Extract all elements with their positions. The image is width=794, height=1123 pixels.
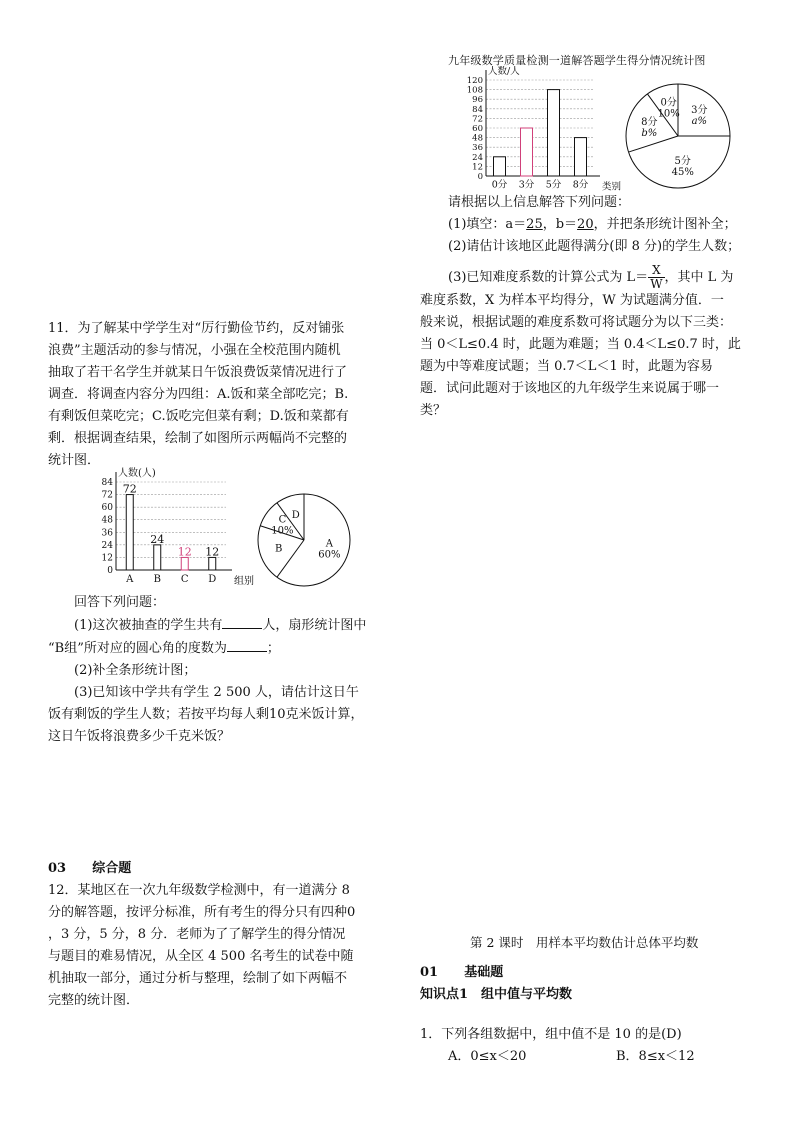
knowledge-point: 知识点1 组中值与平均数 (420, 987, 573, 1002)
q12-line: 分的解答题，按评分标准，所有考生的得分只有四种0 (48, 905, 356, 920)
q12-sub3-line: 题．试问此题对于该地区的九年级学生来说属于哪一 (420, 381, 720, 396)
q11-sub1-cont: “B组”所对应的圆心角的度数为 ； (48, 637, 388, 660)
pie-slice-label: 0分 10% (657, 97, 680, 120)
option-b: B．8≤x＜12 (616, 1049, 695, 1064)
tick-label: 24 (472, 152, 483, 163)
bar (181, 557, 188, 570)
q11-sub3-cont: 这日午饭将浪费多少千克米饭？ (48, 729, 231, 744)
q12-line: 12．某地区在一次九年级数学检测中，有一道满分 8 (48, 883, 350, 898)
q12-questions (420, 192, 760, 422)
tick-label: 60 (472, 124, 483, 134)
data-label: 24 (150, 532, 165, 546)
data-label: 12 (205, 545, 220, 559)
q12-intro (48, 880, 378, 1012)
fraction: $\frac{X}{W}$ (650, 263, 663, 291)
tick-label: 36 (101, 528, 113, 539)
bar (575, 138, 587, 176)
q11-line: 有剩饭但菜吃完；C.饭吃完但菜有剩；D.饭和菜都有 (48, 409, 349, 424)
q12-sub3-line: 难度系数，X 为样本平均得分，W 为试题满分值．一 (420, 293, 724, 308)
q11-line: 11．为了解某中学学生对“厉行勤俭节约，反对铺张 (48, 321, 345, 336)
q12-sub1: (1)填空：a＝25，b＝20，并把条形统计图补全； (448, 217, 737, 232)
q12-sub3-line: 题为中等难度试题；当 0.7＜L＜1 时，此题为容易 (420, 359, 713, 374)
section-number: 03 (48, 861, 67, 876)
answer-b: 20 (577, 217, 594, 232)
q12-sub3-line: 类？ (420, 403, 447, 418)
bar (521, 128, 533, 176)
data-label: 12 (177, 545, 192, 559)
tick-label: 120 (466, 76, 483, 86)
tick-label: 72 (472, 114, 483, 125)
category-label: 8分 (572, 179, 589, 191)
section-03-header (48, 858, 131, 880)
tick-label: 84 (101, 478, 113, 488)
pie-slice-label: 3分 a% (691, 105, 708, 128)
q12-sub3-line: 当 0＜L≤0.4 时，此题为难题；当 0.4＜L≤0.7 时，此 (420, 337, 741, 352)
y-axis-label: 人数/人 (488, 66, 520, 77)
bar (209, 557, 216, 570)
tick-label: 60 (101, 503, 113, 514)
pie-slice-label: 8分 b% (641, 117, 658, 140)
tick-label: 96 (472, 95, 483, 106)
q11-line: 浪费”主题活动的参与情况，小强在全校范围内随机 (48, 343, 341, 358)
tick-label: 48 (101, 515, 113, 526)
q11-intro (48, 318, 378, 472)
data-label: 72 (122, 482, 137, 496)
q11-sub1: (1)这次被抽查的学生共有 人，扇形统计图中 (48, 614, 388, 637)
bar (126, 495, 133, 570)
q11-sub3-cont: 饭有剩饭的学生人数；若按平均每人剩10克米饭计算， (48, 707, 364, 722)
q11-pie-chart (254, 490, 354, 590)
tick-label: 0 (107, 566, 113, 576)
x-axis-label: 组别 (234, 576, 254, 586)
tick-label: 84 (472, 104, 483, 115)
tick-label: 48 (472, 133, 483, 144)
answer-a: 25 (526, 217, 543, 232)
category-label: 5分 (545, 179, 562, 191)
y-axis-label: 人数(人) (118, 468, 156, 479)
bar (548, 90, 560, 176)
lesson-q1: 1．下列各组数据中，组中值不是 10 的是(D) (420, 1027, 682, 1042)
x-axis-label: 类别 (602, 181, 622, 193)
q12-chart-title: 九年级数学质量检测一道解答题学生得分情况统计图 (448, 54, 706, 67)
q11-line: 抽取了若干名学生并就某日午饭浪费饭菜情况进行了 (48, 365, 348, 380)
category-label: C (180, 574, 189, 585)
q12-pie-chart (622, 80, 734, 192)
category-label: B (153, 574, 161, 585)
category-label: 3分 (518, 179, 535, 191)
pie-slice-label: A 60% (318, 538, 341, 561)
section-title: 综合题 (92, 861, 132, 876)
pie-slice-label: D (291, 509, 300, 521)
option-a: A．0≤x＜20 (448, 1049, 527, 1064)
category-label: A (126, 574, 134, 585)
category-label: 0分 (491, 179, 508, 191)
q11-bar-chart (90, 466, 270, 586)
bar (494, 157, 506, 176)
tick-label: 72 (101, 490, 113, 501)
q12-line: 机抽取一部分，通过分析与整理，绘制了如下两幅不 (48, 971, 348, 986)
answer-prompt: 回答下列问题： (74, 595, 166, 610)
tick-label: 12 (101, 553, 113, 564)
q12-prompt: 请根据以上信息解答下列问题： (448, 195, 631, 210)
tick-label: 108 (466, 85, 483, 96)
q12-line: ，3 分，5 分，8 分．老师为了了解学生的得分情况 (48, 927, 346, 942)
lesson-section-header (420, 962, 503, 984)
pie-slice-label: 5分 45% (671, 156, 694, 179)
q12-sub2: (2)请估计该地区此题得满分(即 8 分)的学生人数； (448, 239, 741, 254)
q12-sub3-line: 般来说，根据试题的难度系数可将试题分为以下三类： (420, 315, 733, 330)
q12-bar-chart (446, 66, 626, 196)
category-label: D (208, 574, 217, 585)
pie-slice-label: C 10% (271, 514, 294, 537)
tick-label: 12 (472, 162, 483, 173)
pie-slice-label: B (274, 543, 283, 555)
tick-label: 36 (472, 143, 483, 154)
bar (154, 545, 161, 570)
answer-blank[interactable] (222, 614, 262, 629)
q11-line: 调查．将调查内容分为四组：A.饭和菜全部吃完；B. (48, 387, 349, 402)
tick-label: 0 (477, 172, 483, 182)
q11-line: 统计图． (48, 453, 101, 468)
tick-label: 24 (101, 540, 113, 551)
lesson-title: 第 2 课时 用样本平均数估计总体平均数 (470, 935, 699, 950)
q11-line: 剩．根据调查结果，绘制了如图所示两幅尚不完整的 (48, 431, 348, 446)
section-title: 基础题 (464, 965, 504, 980)
q12-line: 与题目的难易情况，从全区 4 500 名考生的试卷中随 (48, 949, 354, 964)
q12-sub3: (3)已知难度系数的计算公式为 L＝ $\frac{X}{W}$ ，其中 L 为 (448, 263, 734, 291)
answer-blank[interactable] (227, 637, 267, 652)
q11-questions (48, 592, 388, 748)
q11-sub3: (3)已知该中学共有学生 2 500 人，请估计这日午 (74, 685, 359, 700)
section-number: 01 (420, 965, 439, 980)
q12-line: 完整的统计图． (48, 993, 140, 1008)
q11-sub2: (2)补全条形统计图； (74, 663, 197, 678)
